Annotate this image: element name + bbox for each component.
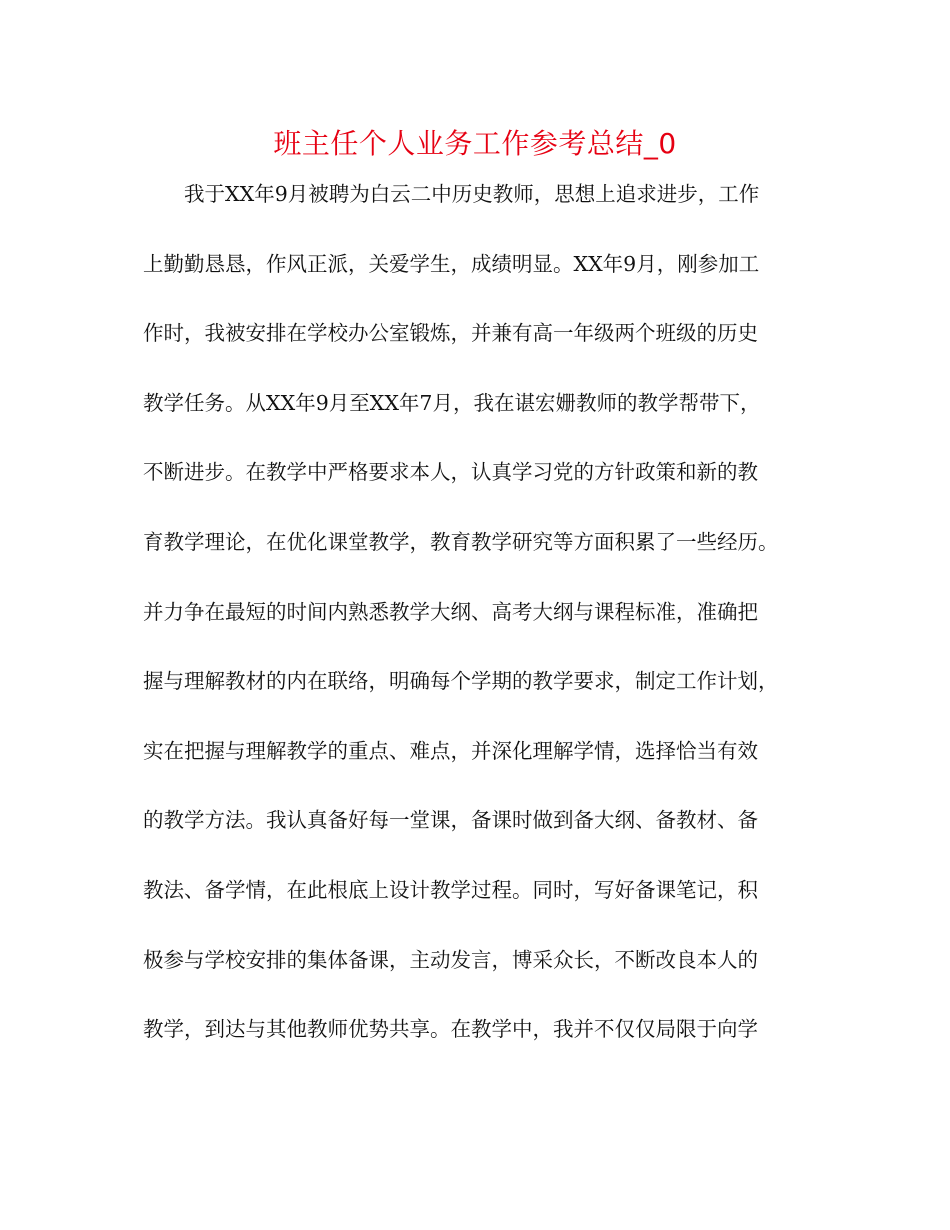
paragraph-line: 并力争在最短的时间内熟悉教学大纲、高考大纲与课程标准，准确把 — [143, 599, 758, 624]
paragraph-line: 育教学理论，在优化课堂教学，教育教学研究等方面积累了一些经历。 — [143, 529, 779, 554]
paragraph-line: 实在把握与理解教学的重点、难点，并深化理解学情，选择恰当有效 — [143, 738, 758, 763]
paragraph-line: 作时，我被安排在学校办公室锻炼，并兼有高一年级两个班级的历史 — [143, 321, 758, 346]
paragraph-line: 教法、备学情，在此根底上设计教学过程。同时，写好备课笔记，积 — [143, 877, 758, 902]
paragraph-line: 不断进步。在教学中严格要求本人，认真学习党的方针政策和新的教 — [143, 460, 758, 485]
paragraph-line: 极参与学校安排的集体备课，主动发言，博采众长，不断改良本人的 — [143, 947, 758, 972]
paragraph-line: 教学任务。从XX年9月至XX年7月，我在谌宏姗教师的教学帮带下， — [143, 390, 761, 415]
paragraph-line: 的教学方法。我认真备好每一堂课，备课时做到备大纲、备教材、备 — [143, 808, 758, 833]
document-body — [143, 177, 823, 1082]
document-title: 班主任个人业务工作参考总结_0 — [273, 127, 677, 160]
paragraph-line: 握与理解教材的内在联络，明确每个学期的教学要求，制定工作计划， — [143, 669, 779, 694]
paragraph-line: 我于XX年9月被聘为白云二中历史教师，思想上追求进步，工作 — [184, 182, 760, 206]
paragraph-line: 教学，到达与其他教师优势共享。在教学中，我并不仅仅局限于向学 — [143, 1017, 758, 1042]
paragraph-line: 上勤勤恳恳，作风正派，关爱学生，成绩明显。XX年9月，刚参加工 — [143, 251, 760, 276]
